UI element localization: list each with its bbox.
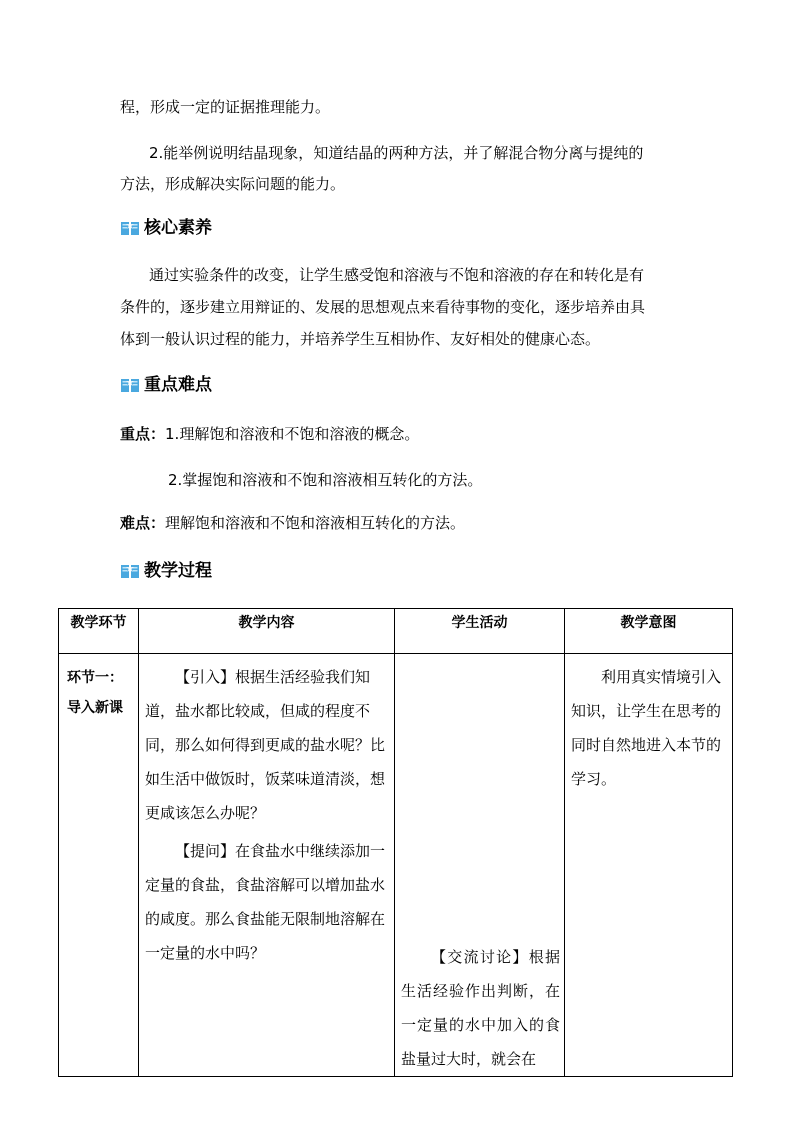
intent-text: 利用真实情境引入知识，让学生在思考的同时自然地进入本节的学习。	[571, 668, 722, 788]
content-cell	[139, 654, 395, 1077]
table-header-row	[59, 609, 733, 654]
difficulty-text: 理解饱和溶液和不饱和溶液相互转化的方法。	[165, 514, 466, 532]
key-points-heading	[120, 373, 212, 397]
book-icon	[120, 562, 140, 580]
header-activity: 学生活动	[395, 609, 565, 654]
difficulty-label: 难点：	[120, 514, 166, 532]
core-literacy-line-3: 体到一般认识过程的能力，并培养学生互相协作、友好相处的健康心态。	[120, 330, 601, 348]
key-item-1: 1.理解饱和溶液和不饱和溶液的概念。	[165, 425, 420, 443]
activity-text: 【交流讨论】根据生活经验作出判断，在一定量的水中加入的食盐量过大时，就会在	[401, 948, 560, 1068]
key-point-row-1	[120, 423, 419, 445]
content-question: 【提问】在食盐水中继续添加一定量的食盐，食盐溶解可以增加盐水的咸度。那么食盐能无限制地溶解在一定量的水中吗？	[145, 842, 386, 962]
key-item-2: 2.掌握饱和溶液和不饱和溶液相互转化的方法。	[168, 471, 483, 489]
process-heading	[120, 559, 212, 583]
core-literacy-title: 核心素养	[144, 218, 212, 238]
key-label: 重点：	[120, 425, 166, 443]
activity-cell	[395, 654, 565, 1077]
book-icon	[120, 219, 140, 237]
header-intent: 教学意图	[565, 609, 733, 654]
stage-line-1: 环节一：	[67, 670, 123, 686]
intro-line-3: 方法，形成解决实际问题的能力。	[120, 175, 346, 193]
core-literacy-heading	[120, 216, 212, 240]
header-stage: 教学环节	[59, 609, 139, 654]
table-row	[59, 654, 733, 1077]
lesson-table	[58, 608, 733, 1077]
core-literacy-line-1: 通过实验条件的改变，让学生感受饱和溶液与不饱和溶液的存在和转化是有	[149, 266, 645, 284]
difficulty-row	[120, 512, 465, 534]
content-intro: 【引入】根据生活经验我们知道，盐水都比较咸，但咸的程度不同，那么如何得到更咸的盐水呢？比如生活中做饭时，饭菜味道清淡，想更咸该怎么办呢？	[145, 668, 386, 822]
key-points-title: 重点难点	[144, 375, 212, 395]
process-title: 教学过程	[144, 561, 212, 581]
book-icon	[120, 376, 140, 394]
intro-line-2: 2.能举例说明结晶现象，知道结晶的两种方法，并了解混合物分离与提纯的	[149, 144, 644, 162]
header-content: 教学内容	[139, 609, 395, 654]
intro-line-1: 程，形成一定的证据推理能力。	[120, 98, 331, 116]
intent-cell	[565, 654, 733, 1077]
stage-line-2: 导入新课	[67, 700, 123, 716]
core-literacy-line-2: 条件的，逐步建立用辩证的、发展的思想观点来看待事物的变化，逐步培养由具	[120, 298, 646, 316]
stage-cell	[59, 654, 139, 1077]
